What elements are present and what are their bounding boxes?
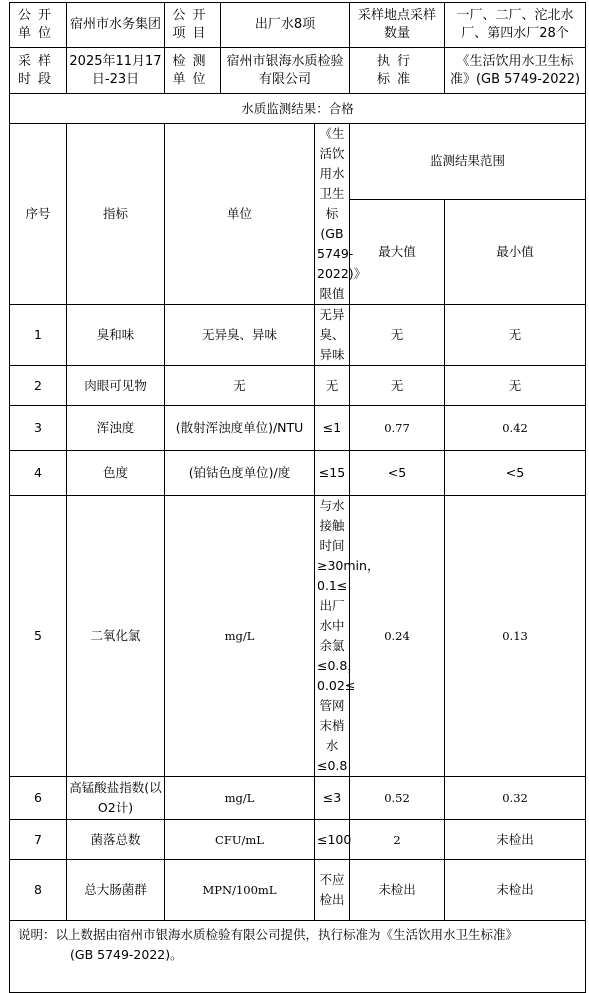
header-row-2 [10, 48, 586, 94]
row-unit: MPN/100mL [165, 860, 315, 921]
result-text: 水质监测结果：合格 [10, 94, 586, 124]
note-line-2: (GB 5749-2022)。 [70, 947, 183, 962]
label-sites: 采样地点采样数量 [350, 3, 445, 48]
row-unit: mg/L [165, 496, 315, 777]
value-std: 《生活饮用水卫生标准》(GB 5749-2022) [445, 48, 586, 94]
label-item: 公开 项目 [165, 3, 221, 48]
row-max: 0.24 [350, 496, 445, 777]
row-min: 0.13 [445, 496, 586, 777]
row-no: 7 [10, 820, 67, 860]
value-lab: 宿州市银海水质检验有限公司 [221, 48, 350, 94]
row-indicator: 肉眼可见物 [67, 366, 165, 406]
row-max: 无 [350, 366, 445, 406]
row-indicator: 高锰酸盐指数(以O2计) [67, 777, 165, 820]
row-min: 未检出 [445, 860, 586, 921]
table-row [10, 860, 586, 921]
col-limit: 《生活饮用水卫生标(GB 5749-2022)》限值 [315, 124, 350, 305]
table-row [10, 496, 586, 777]
row-limit: 与水接触时间≥30min，0.1≤出厂水中余氯≤0.8，0.02≤管网末梢水≤0.8 [315, 496, 350, 777]
result-row [10, 94, 586, 124]
table-row [10, 820, 586, 860]
row-unit: (铂钴色度单位)/度 [165, 451, 315, 496]
row-unit: mg/L [165, 777, 315, 820]
row-no: 6 [10, 777, 67, 820]
row-max: 2 [350, 820, 445, 860]
row-limit: ≤1 [315, 406, 350, 451]
value-sites: 一厂、二厂、沱北水厂、第四水厂28个 [445, 3, 586, 48]
row-no: 8 [10, 860, 67, 921]
row-indicator: 色度 [67, 451, 165, 496]
row-no: 1 [10, 305, 67, 366]
col-no: 序号 [10, 124, 67, 305]
row-indicator: 浑浊度 [67, 406, 165, 451]
row-no: 2 [10, 366, 67, 406]
row-indicator: 总大肠菌群 [67, 860, 165, 921]
row-max: 无 [350, 305, 445, 366]
col-range: 监测结果范围 [350, 124, 586, 200]
row-max: 0.77 [350, 406, 445, 451]
note-row [10, 921, 586, 993]
col-max: 最大值 [350, 199, 445, 304]
table-row [10, 406, 586, 451]
row-min: 0.32 [445, 777, 586, 820]
row-max: 未检出 [350, 860, 445, 921]
value-unit: 宿州市水务集团 [67, 3, 165, 48]
row-min: <5 [445, 451, 586, 496]
label-period: 采样 时段 [10, 48, 67, 94]
col-indicator: 指标 [67, 124, 165, 305]
row-unit: CFU/mL [165, 820, 315, 860]
row-max: 0.52 [350, 777, 445, 820]
col-min: 最小值 [445, 199, 586, 304]
table-row [10, 366, 586, 406]
row-min: 0.42 [445, 406, 586, 451]
row-limit: ≤15 [315, 451, 350, 496]
row-limit: 无异臭、异味 [315, 305, 350, 366]
row-indicator: 臭和味 [67, 305, 165, 366]
row-min: 未检出 [445, 820, 586, 860]
row-no: 4 [10, 451, 67, 496]
report-table [9, 2, 586, 993]
row-limit: ≤3 [315, 777, 350, 820]
col-unit: 单位 [165, 124, 315, 305]
row-unit: 无 [165, 366, 315, 406]
row-no: 3 [10, 406, 67, 451]
column-header-row-1 [10, 124, 586, 200]
label-lab: 检测 单位 [165, 48, 221, 94]
row-limit: 不应检出 [315, 860, 350, 921]
row-min: 无 [445, 305, 586, 366]
row-indicator: 二氧化氯 [67, 496, 165, 777]
row-min: 无 [445, 366, 586, 406]
row-unit: (散射浑浊度单位)/NTU [165, 406, 315, 451]
row-no: 5 [10, 496, 67, 777]
header-row-1 [10, 3, 586, 48]
value-item: 出厂水8项 [221, 3, 350, 48]
row-max: <5 [350, 451, 445, 496]
table-row [10, 777, 586, 820]
value-period: 2025年11月17日-23日 [67, 48, 165, 94]
row-limit: 无 [315, 366, 350, 406]
note [10, 921, 586, 993]
table-row [10, 305, 586, 366]
water-quality-report [9, 2, 586, 993]
table-row [10, 451, 586, 496]
note-line-1: 说明：以上数据由宿州市银海水质检验有限公司提供，执行标准为《生活饮用水卫生标准》 [18, 927, 519, 942]
label-std: 执行 标准 [350, 48, 445, 94]
row-indicator: 菌落总数 [67, 820, 165, 860]
row-limit: ≤100 [315, 820, 350, 860]
label-unit: 公开 单位 [10, 3, 67, 48]
row-unit: 无异臭、异味 [165, 305, 315, 366]
